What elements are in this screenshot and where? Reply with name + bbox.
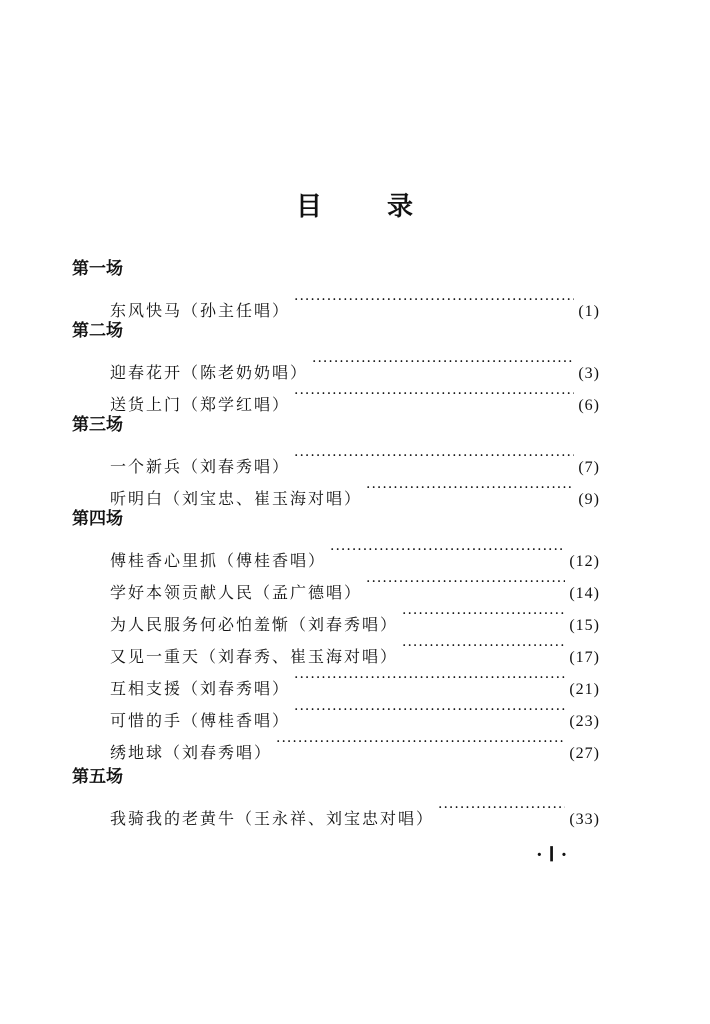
scene-heading: 第一场 [72,259,123,279]
entry-title: 送货上门（郑学红唱） [110,395,291,414]
entry-title: 迎春花开（陈老奶奶唱） [110,363,309,382]
toc-entry[interactable] [72,534,600,570]
leader-dots [402,598,565,630]
toc-entry[interactable] [72,440,600,476]
leader-dots [294,440,574,472]
entry-page-number: (21) [569,681,600,698]
leader-dots [294,284,574,316]
entry-title: 一个新兵（刘春秀唱） [110,457,291,476]
toc-entry[interactable] [72,792,600,828]
table-of-contents [72,254,600,828]
entry-page-number: (3) [578,365,600,382]
leader-dots [294,694,565,726]
entry-page-number: (23) [569,713,600,730]
entry-page-number: (15) [569,617,600,634]
entry-title: 可惜的手（傅桂香唱） [110,711,291,730]
entry-title: 互相支援（刘春秀唱） [110,679,291,698]
entry-page-number: (7) [578,459,600,476]
scene-heading: 第二场 [72,321,123,341]
entry-page-number: (1) [578,303,600,320]
scene-heading: 第三场 [72,415,123,435]
entry-title: 傅桂香心里抓（傅桂香唱） [110,551,327,570]
entry-page-number: (12) [569,553,600,570]
entry-page-number: (33) [569,811,600,828]
page-folio: ·Ⅰ· [536,844,574,866]
entry-title: 为人民服务何必怕羞惭（刘春秀唱） [110,615,399,634]
leader-dots [294,662,565,694]
entry-page-number: (6) [578,397,600,414]
leader-dots [366,566,565,598]
leader-dots [366,472,574,504]
entry-title: 我骑我的老黄牛（王永祥、刘宝忠对唱） [110,809,435,828]
entry-title: 听明白（刘宝忠、崔玉海对唱） [110,489,363,508]
toc-entry[interactable] [72,346,600,382]
leader-dots [294,378,574,410]
title-char-1: 目 [295,192,323,222]
leader-dots [402,630,565,662]
leader-dots [330,534,565,566]
scene-heading: 第四场 [72,509,123,529]
entry-title: 又见一重天（刘春秀、崔玉海对唱） [110,647,399,666]
page-title [0,186,710,223]
toc-entry[interactable] [72,284,600,320]
leader-dots [312,346,574,378]
entry-page-number: (17) [569,649,600,666]
leader-dots [438,792,565,824]
title-char-2: 录 [387,192,415,222]
entry-page-number: (27) [569,745,600,762]
scene-heading: 第五场 [72,767,123,787]
entry-title: 绣地球（刘春秀唱） [110,743,273,762]
entry-title: 东风快马（孙主任唱） [110,301,291,320]
entry-title: 学好本领贡献人民（孟广德唱） [110,583,363,602]
entry-page-number: (14) [569,585,600,602]
entry-page-number: (9) [578,491,600,508]
leader-dots [276,726,565,758]
